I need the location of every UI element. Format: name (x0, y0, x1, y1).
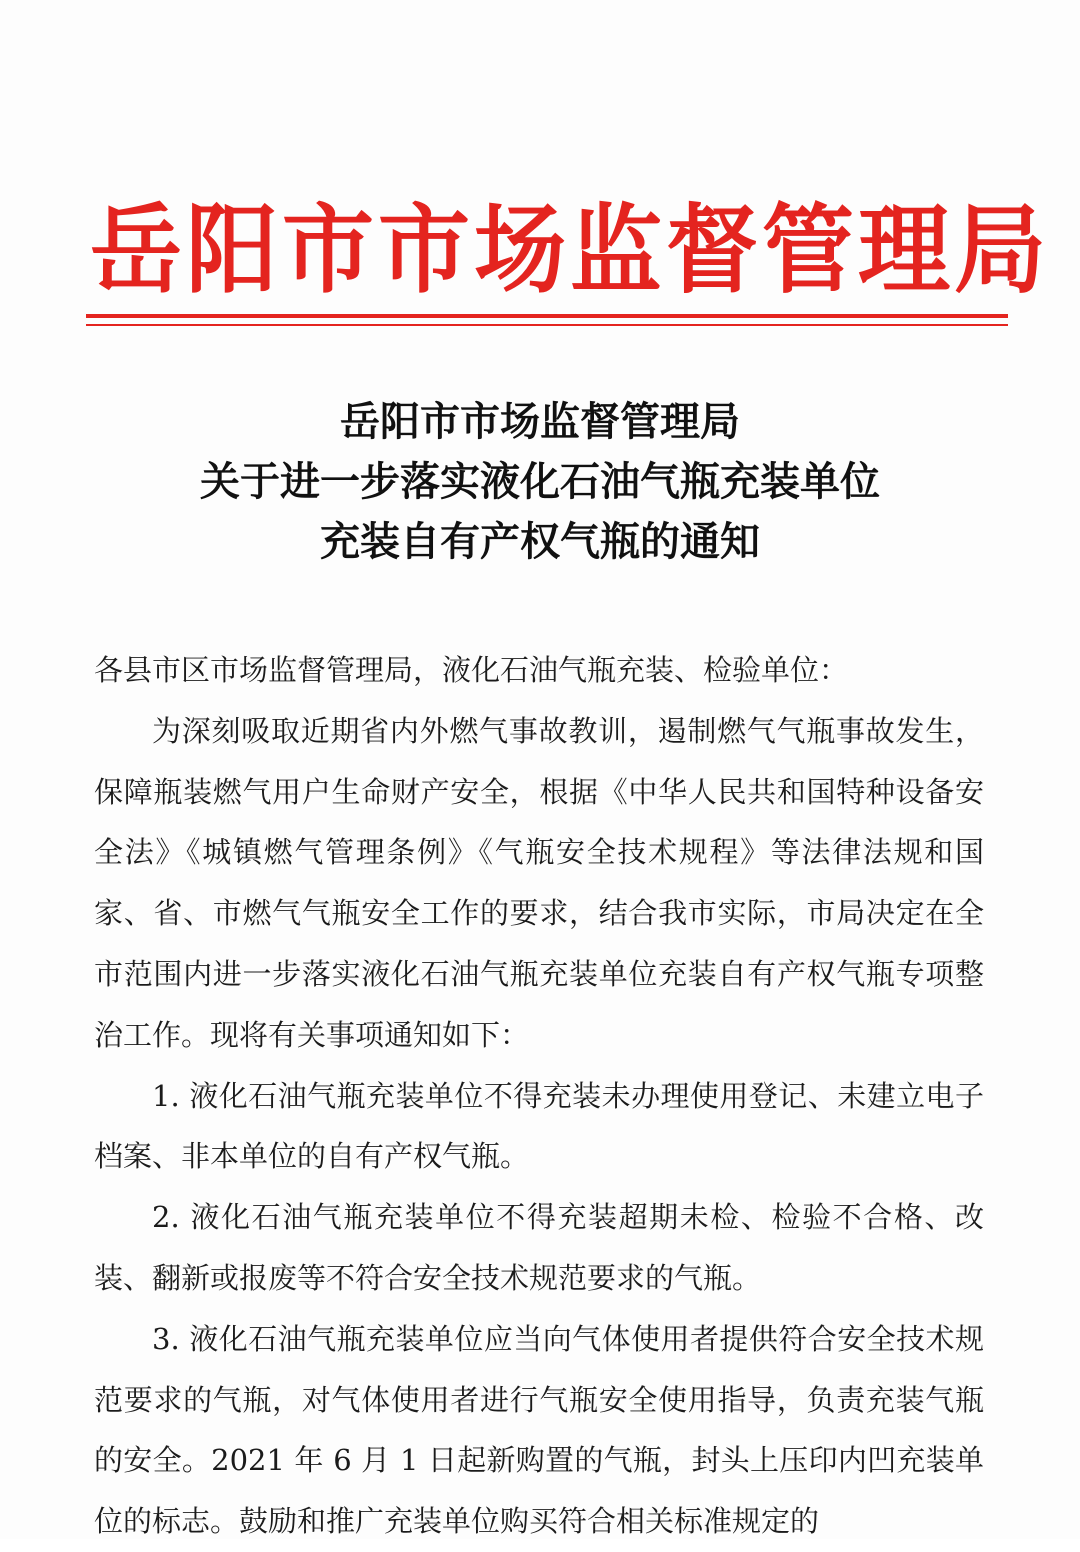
item-3-paragraph: 3. 液化石油气瓶充装单位应当向气体使用者提供符合安全技术规范要求的气瓶，对气体使用者进行气瓶安全使用指导，负责充装气瓶的安全。2021 年 6 月 1 日起新购置的气瓶，封头上压印内凹充装单位的标志。鼓励和推广充装单位购买符合相关标准规定的 (94, 1321, 984, 1539)
letterhead-org-name: 岳阳市市场监督管理局 (90, 193, 1051, 307)
document-title (60, 392, 1020, 572)
item-1-paragraph: 1. 液化石油气瓶充装单位不得充装未办理使用登记、未建立电子档案、非本单位的自有产权气瓶。 (94, 1078, 984, 1174)
title-line-2: 关于进一步落实液化石油气瓶充装单位 (200, 458, 880, 505)
intro-paragraph: 为深刻吸取近期省内外燃气事故教训，遏制燃气气瓶事故发生，保障瓶装燃气用户生命财产安全，根据《中华人民共和国特种设备安全法》《城镇燃气管理条例》《气瓶安全技术规程》等法律法规和国家、省、市燃气气瓶安全工作的要求，结合我市实际，市局决定在全市范围内进一步落实液化石油气瓶充装单位充装自有产权气瓶专项整治工作。现将有关事项通知如下： (94, 713, 984, 1052)
title-line-1: 岳阳市市场监督管理局 (340, 398, 740, 445)
document-body (94, 640, 984, 1552)
letterhead-red-rule-thin (86, 324, 1008, 326)
letterhead-red-rule-thick (86, 314, 1008, 318)
item-2-paragraph: 2. 液化石油气瓶充装单位不得充装超期未检、检验不合格、改装、翻新或报废等不符合安全技术规范要求的气瓶。 (94, 1200, 984, 1295)
title-line-3: 充装自有产权气瓶的通知 (320, 518, 760, 565)
salutation: 各县市区市场监督管理局，液化石油气瓶充装、检验单位： (94, 653, 849, 687)
